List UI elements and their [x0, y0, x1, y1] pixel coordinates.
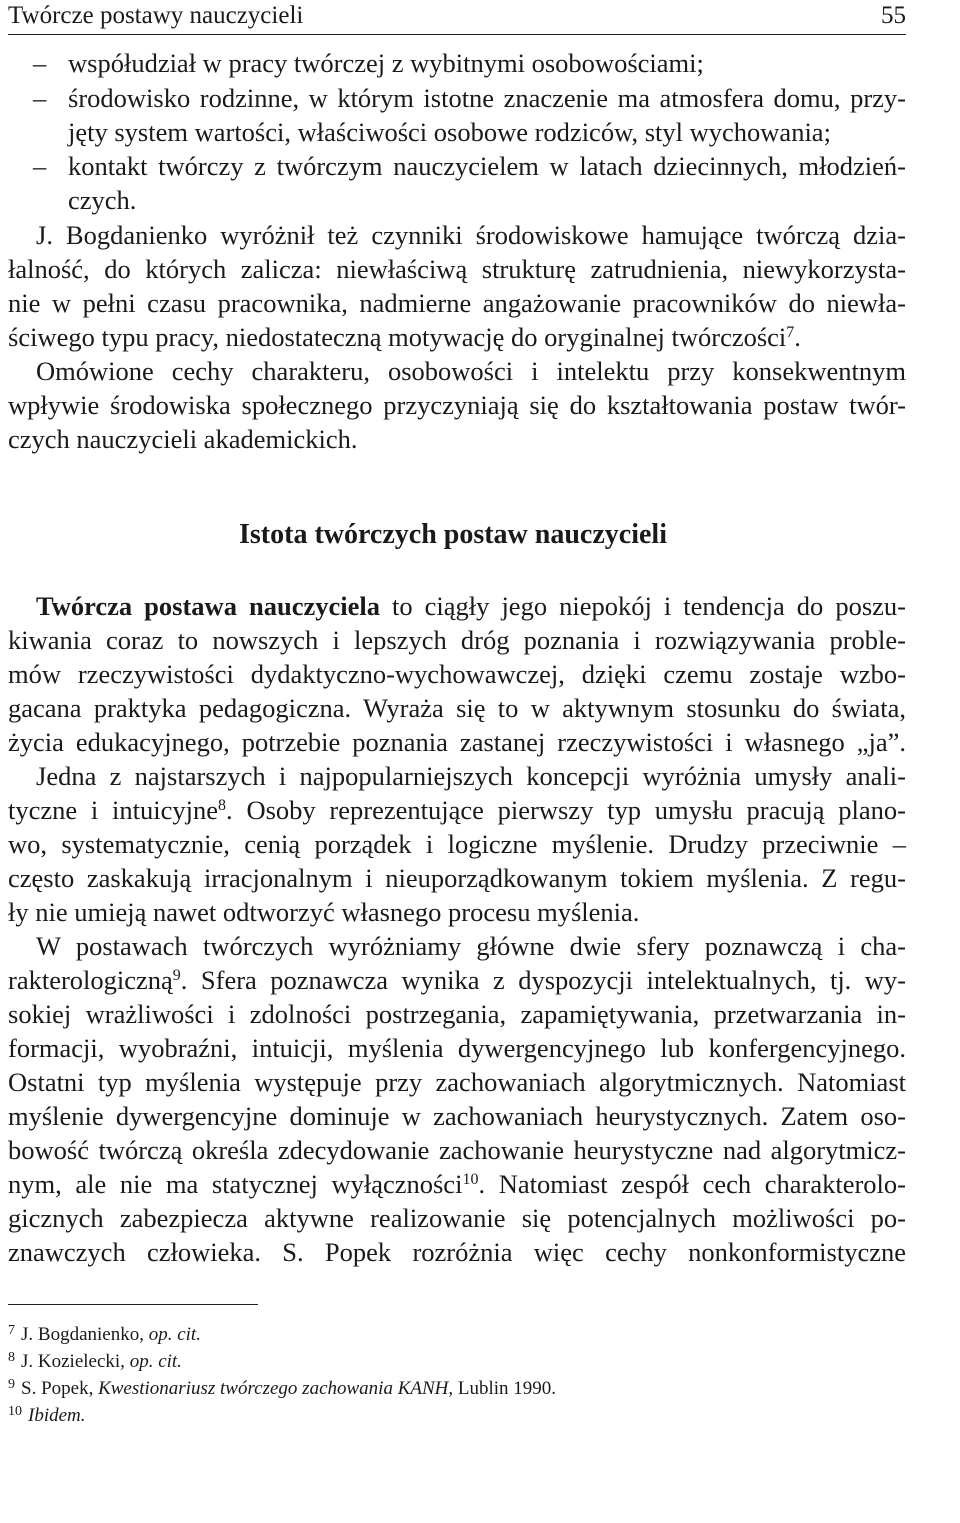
text-line: kiwania coraz to nowszych i lepszych dróg poznania i rozwiązywania proble-: [8, 625, 906, 655]
text-line: [8, 320, 801, 354]
text-line: Omówione cechy charakteru, osobowości i intelektu przy konsekwentnym: [36, 356, 906, 386]
text-line: wo, systematycznie, cenią porządek i logiczne myślenie. Drudzy przeciwnie –: [8, 829, 906, 859]
list-dash: –: [33, 151, 47, 181]
list-item-3-line-2: czych.: [68, 185, 137, 215]
text-line: życia edukacyjnego, potrzebie poznania zastanej rzeczywistości i własnego „ja”.: [8, 727, 906, 757]
footnote-italic: Ibidem.: [28, 1405, 86, 1426]
footnote-separator: [8, 1304, 258, 1305]
text-line: mów rzeczywistości dydaktyczno-wychowawczej, dzięki czemu zostaje wzbo-: [8, 659, 906, 689]
text-span: ściwego typu pracy, niedostateczną motywację do oryginalnej twórczości: [8, 322, 787, 352]
text-span: . Sfera poznawcza wynika z dyspozycji intelektualnych, tj. wy-: [180, 965, 906, 995]
footnote-number: 8: [8, 1350, 15, 1365]
list-item-3-line-1: kontakt twórczy z twórczym nauczycielem w latach dziecinnych, młodzień-: [68, 151, 906, 181]
text-line: znawczych człowieka. S. Popek rozróżnia więc cechy nonkonformistyczne: [8, 1237, 906, 1267]
text-span: tyczne i intuicyjne: [8, 795, 219, 825]
text-line: czych nauczycieli akademickich.: [8, 424, 358, 454]
text-line: Jedna z najstarszych i najpopularniejszych koncepcji wyróżnia umysły anali-: [36, 761, 906, 791]
footnote-rest: , Lublin 1990.: [448, 1378, 557, 1399]
list-dash: –: [33, 83, 47, 113]
footnote-ref: 8: [218, 797, 227, 814]
footnote: [8, 1322, 201, 1350]
text-line: [8, 793, 906, 827]
text-line: gicznych zabezpiecza aktywne realizowanie się potencjalnych możliwości po-: [8, 1203, 906, 1233]
text-span: .: [794, 322, 801, 352]
text-line: łalność, do których zalicza: niewłaściwą strukturę zatrudnienia, niewykorzysta-: [8, 254, 906, 284]
running-title: Twórcze postawy nauczycieli: [8, 2, 304, 29]
text-span: . Natomiast zespół cech charakterolo-: [478, 1169, 906, 1199]
footnote: [8, 1376, 556, 1404]
text-line: [8, 1167, 906, 1201]
text-line: ły nie umieją nawet odtworzyć własnego procesu myślenia.: [8, 897, 640, 927]
list-item-2-line-1: środowisko rodzinne, w którym istotne znaczenie ma atmosfera domu, przy-: [68, 83, 906, 113]
footnote-italic: op. cit.: [148, 1324, 201, 1345]
list-item-1-line-1: współudział w pracy twórczej z wybitnymi osobowościami;: [68, 48, 704, 78]
text-line: [8, 963, 906, 997]
running-header: [8, 0, 906, 35]
text-line: W postawach twórczych wyróżniamy główne dwie sfery poznawczą i cha-: [36, 931, 906, 961]
footnote-italic: op. cit.: [129, 1351, 182, 1372]
footnote-ref: 9: [172, 967, 181, 984]
footnote: [8, 1403, 86, 1431]
footnote-number: 7: [8, 1323, 15, 1338]
text-line: często zaskakują irracjonalnym i nieuporządkowanym tokiem myślenia. Z regu-: [8, 863, 906, 893]
text-line: J. Bogdanienko wyróżnił też czynniki środowiskowe hamujące twórczą dzia-: [36, 220, 906, 250]
bold-term: Twórcza postawa nauczyciela: [36, 591, 380, 621]
text-span: . Osoby reprezentujące pierwszy typ umysłu pracują plano-: [226, 795, 906, 825]
text-line: formacji, wyobraźni, intuicji, myślenia dywergencyjnego lub konfergencyjnego.: [8, 1033, 906, 1063]
list-item-2-line-2: jęty system wartości, właściwości osobowe rodziców, styl wychowania;: [68, 117, 831, 147]
text-span: rakterologiczną: [8, 965, 173, 995]
footnote-author: J. Kozielecki,: [21, 1351, 130, 1372]
footnote-author: J. Bogdanienko,: [21, 1324, 149, 1345]
text-line: bowość twórczą określa zdecydowanie zachowanie heurystyczne nad algorytmicz-: [8, 1135, 906, 1165]
footnote-number: 10: [8, 1404, 22, 1419]
footnote: [8, 1349, 182, 1377]
text-line: nie w pełni czasu pracownika, nadmierne angażowanie pracowników do niewła-: [8, 288, 906, 318]
text-line: wpływie środowiska społecznego przyczyniają się do kształtowania postaw twór-: [8, 390, 906, 420]
text-line: gacana praktyka pedagogiczna. Wyraża się to w aktywnym stosunku do świata,: [8, 693, 906, 723]
page-number: 55: [881, 2, 906, 29]
text-span: to ciągły jego niepokój i tendencja do poszu-: [379, 591, 906, 621]
text-line: sokiej wrażliwości i zdolności postrzegania, zapamiętywania, przetwarzania in-: [8, 999, 906, 1029]
footnote-author: S. Popek,: [21, 1378, 99, 1399]
text-line: [36, 589, 906, 623]
list-dash: –: [33, 48, 47, 78]
text-span: nym, ale nie ma statycznej wyłączności: [8, 1169, 463, 1199]
footnote-ref: 10: [462, 1171, 479, 1188]
text-line: Ostatni typ myślenia występuje przy zachowaniach algorytmicznych. Natomiast: [8, 1067, 906, 1097]
footnote-italic: Kwestionariusz twórczego zachowania KANH: [98, 1378, 449, 1399]
section-heading: Istota twórczych postaw nauczycieli: [239, 519, 667, 550]
footnote-number: 9: [8, 1377, 15, 1392]
footnote-ref: 7: [786, 324, 795, 341]
text-line: myślenie dywergencyjne dominuje w zachowaniach heurystycznych. Zatem oso-: [8, 1101, 906, 1131]
